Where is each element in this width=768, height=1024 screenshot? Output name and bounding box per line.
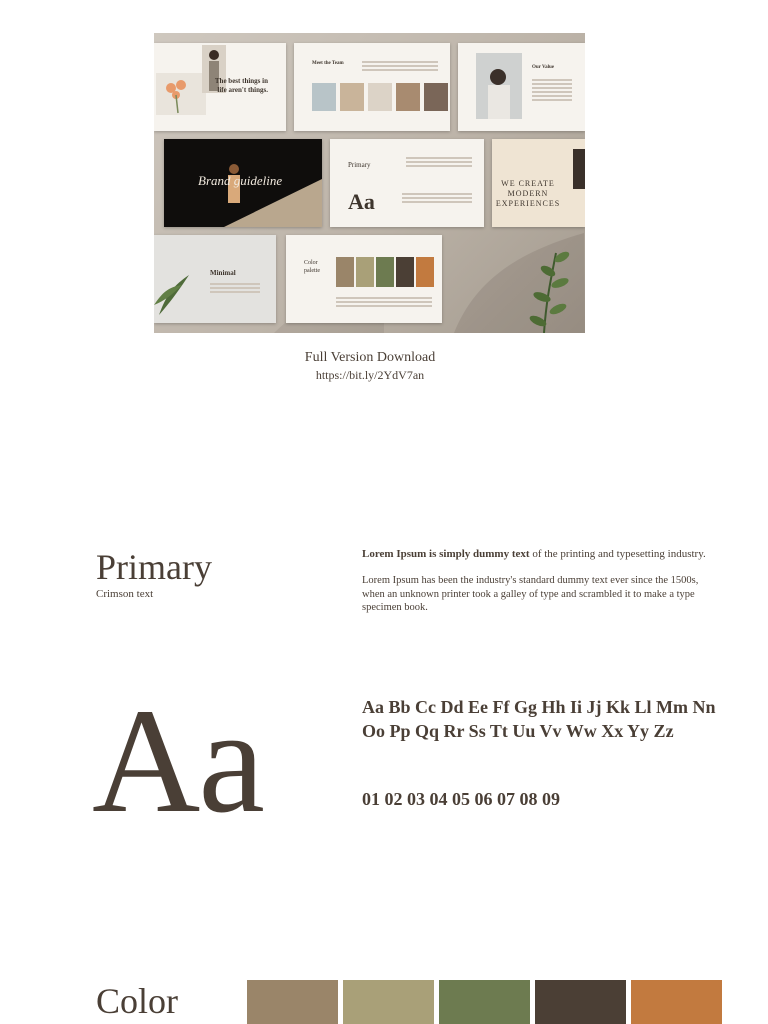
template-preview-collage: [154, 33, 585, 333]
color-swatch-1: [247, 980, 338, 1024]
color-swatch-4: [535, 980, 626, 1024]
primary-font-title: Primary: [96, 547, 212, 587]
large-glyph-sample: Aa: [92, 678, 263, 844]
lead-sentence: [362, 547, 732, 561]
color-swatch-5: [631, 980, 722, 1024]
slide-primary-aa: Aa: [348, 189, 375, 214]
portrait-photo: [476, 53, 522, 119]
download-title: Full Version Download: [304, 350, 436, 365]
digits-sample: 01 02 03 04 05 06 07 08 09: [362, 789, 560, 809]
color-section-title: Color: [96, 981, 179, 1021]
slide-minimal: [154, 235, 276, 323]
slide-color-palette: [286, 235, 442, 323]
slide-primary-heading: Primary: [348, 161, 371, 169]
slide-team: [294, 43, 450, 131]
slide-quote: [154, 43, 286, 131]
download-link[interactable]: https://bit.ly/2YdV7an: [315, 368, 425, 382]
plant-decoration: [484, 243, 584, 333]
color-swatch-3: [439, 980, 530, 1024]
body-paragraph: Lorem Ipsum has been the industry's standard dummy text ever since the 1500s, when an unknown printer took a galley of type and scrambled it to make a type specimen book.: [362, 575, 699, 613]
slide-minimal-heading: Minimal: [210, 269, 236, 277]
lead-bold: Lorem Ipsum is simply dummy text: [362, 548, 530, 560]
slide-brand-guideline-heading: Brand guideline: [198, 173, 283, 188]
flower-photo: [156, 73, 206, 115]
primary-font-subtitle: Crimson text: [96, 588, 154, 600]
slide-brand-guideline: [164, 139, 322, 227]
color-swatch-2: [343, 980, 434, 1024]
alphabet-sample: Aa Bb Cc Dd Ee Ff Gg Hh Ii Jj Kk Ll Mm Nn Oo Pp Qq Rr Ss Tt Uu Vv Ww Xx Yy Zz: [362, 697, 716, 741]
slide-value: [458, 43, 585, 131]
slide-team-heading: Meet the Team: [312, 61, 344, 66]
slide-modern-experiences-heading: WE CREATE MODERN EXPERIENCES: [495, 179, 561, 208]
side-photo: [573, 149, 585, 189]
slide-value-heading: Our Value: [532, 65, 554, 70]
slide-primary: [330, 139, 484, 227]
slide-quote-heading: The best things in life aren't things.: [214, 77, 268, 94]
slide-modern-experiences: [492, 139, 585, 227]
lead-rest: of the printing and typesetting industry.: [529, 548, 706, 560]
slide-color-palette-heading: Color palette: [304, 260, 320, 274]
